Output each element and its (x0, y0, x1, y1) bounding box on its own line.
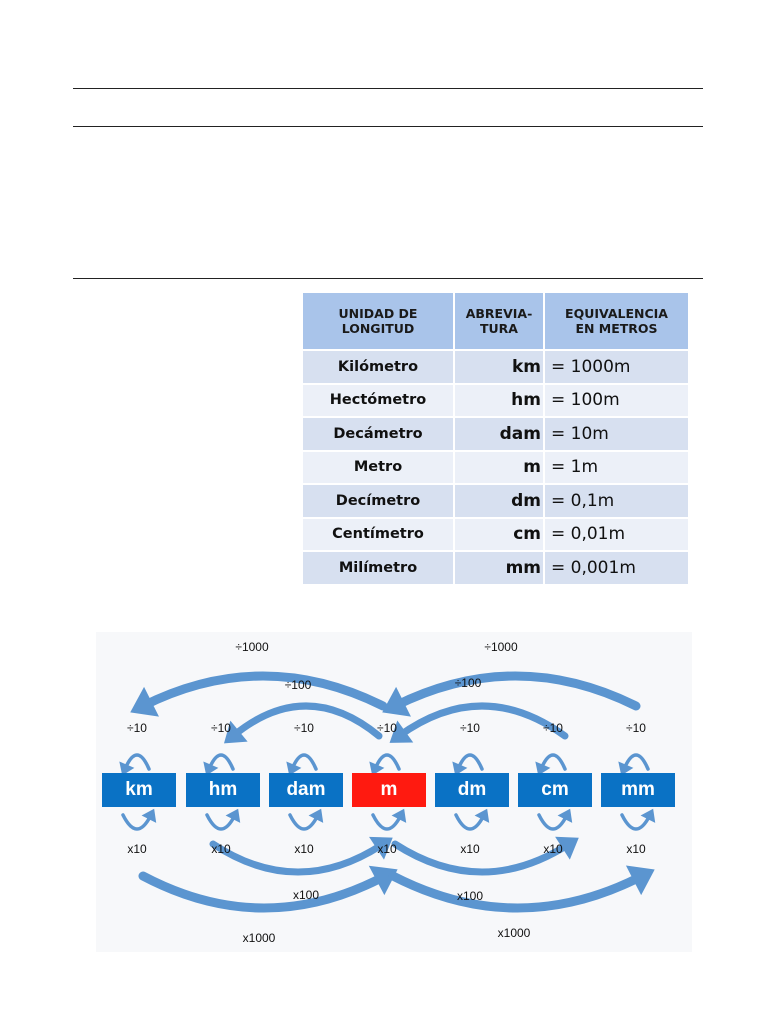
unit-abbr: dam (454, 417, 544, 451)
header-abbr (454, 293, 544, 350)
table-row (303, 384, 689, 418)
unit-name: Decímetro (303, 484, 454, 518)
mul10-label-mm: x10 (626, 842, 646, 856)
mul10-label-cm: x10 (543, 842, 563, 856)
div1000-label-left: ÷1000 (235, 640, 269, 654)
header-unit-l1: UNIDAD DE (338, 306, 418, 321)
header-equiv-l1: EQUIVALENCIA (565, 306, 668, 321)
unit-box-m: m (352, 773, 426, 807)
mul1000-label-left: x1000 (242, 931, 276, 945)
unit-abbr: hm (454, 384, 544, 418)
mul10-label-hm: x10 (211, 842, 231, 856)
unit-name: Hectómetro (303, 384, 454, 418)
table-row (303, 484, 689, 518)
div10-label-km: ÷10 (127, 721, 147, 735)
unit-abbr: m (454, 451, 544, 485)
unit-equivalence: = 0,001m (544, 551, 689, 585)
unit-name: Metro (303, 451, 454, 485)
unit-equivalence: = 1000m (544, 350, 689, 384)
header-equiv-l2: EN METROS (575, 321, 658, 336)
table-row (303, 551, 689, 585)
unit-abbr: dm (454, 484, 544, 518)
div1000-arrow-left (130, 676, 383, 717)
div100-label-right: ÷100 (454, 676, 482, 690)
table-row (303, 518, 689, 552)
table-row (303, 451, 689, 485)
mul10-arrow-m (373, 809, 406, 829)
unit-equivalence: = 0,1m (544, 484, 689, 518)
unit-box-dm: dm (435, 773, 509, 807)
header-unit-l2: LONGITUD (341, 321, 415, 336)
unit-box-hm: hm (186, 773, 260, 807)
div10-label-cm: ÷10 (543, 721, 563, 735)
table-row (303, 417, 689, 451)
header-equiv (544, 293, 689, 350)
unit-box-mm: mm (601, 773, 675, 807)
unit-abbr: mm (454, 551, 544, 585)
mul10-arrow-mm (622, 809, 655, 829)
mul100-label-right: x100 (456, 889, 484, 903)
mul10-arrow-dm (456, 809, 489, 829)
unit-box-km: km (102, 773, 176, 807)
mul1000-label-right: x1000 (497, 926, 531, 940)
unit-equivalence: = 10m (544, 417, 689, 451)
unit-name: Kilómetro (303, 350, 454, 384)
unit-equivalence: = 1m (544, 451, 689, 485)
div10-label-mm: ÷10 (626, 721, 646, 735)
unit-abbr: km (454, 350, 544, 384)
table-body (303, 350, 689, 585)
div1000-label-right: ÷1000 (484, 640, 518, 654)
header-abbr-l1: ABREVIA- (465, 306, 533, 321)
header-rule (73, 126, 703, 127)
length-units-table (303, 293, 690, 586)
unit-box-cm: cm (518, 773, 592, 807)
unit-abbr: cm (454, 518, 544, 552)
mul10-label-dam: x10 (294, 842, 314, 856)
mul10-arrow-cm (539, 809, 572, 829)
div10-label-m: ÷10 (377, 721, 397, 735)
unit-equivalence: = 0,01m (544, 518, 689, 552)
top-rule (73, 88, 703, 89)
mul1000-arrow-right (393, 866, 655, 908)
mul10-label-dm: x10 (460, 842, 480, 856)
unit-conversion-diagram (96, 632, 692, 952)
mul10-label-km: x10 (127, 842, 147, 856)
table-row (303, 350, 689, 384)
mul10-label-m: x10 (377, 842, 397, 856)
mul10-arrow-km (123, 809, 156, 829)
unit-name: Milímetro (303, 551, 454, 585)
unit-name: Centímetro (303, 518, 454, 552)
unit-equivalence: = 100m (544, 384, 689, 418)
table-header-row (303, 293, 689, 350)
div100-label-left: ÷100 (284, 678, 312, 692)
mul100-label-left: x100 (292, 888, 320, 902)
div10-label-dm: ÷10 (460, 721, 480, 735)
header-unit (303, 293, 454, 350)
mul10-arrow-dam (290, 809, 323, 829)
unit-name: Decámetro (303, 417, 454, 451)
div10-label-dam: ÷10 (294, 721, 314, 735)
section-rule (73, 278, 703, 279)
header-abbr-l2: TURA (480, 321, 518, 336)
unit-box-dam: dam (269, 773, 343, 807)
div10-label-hm: ÷10 (211, 721, 231, 735)
mul10-arrow-hm (207, 809, 240, 829)
